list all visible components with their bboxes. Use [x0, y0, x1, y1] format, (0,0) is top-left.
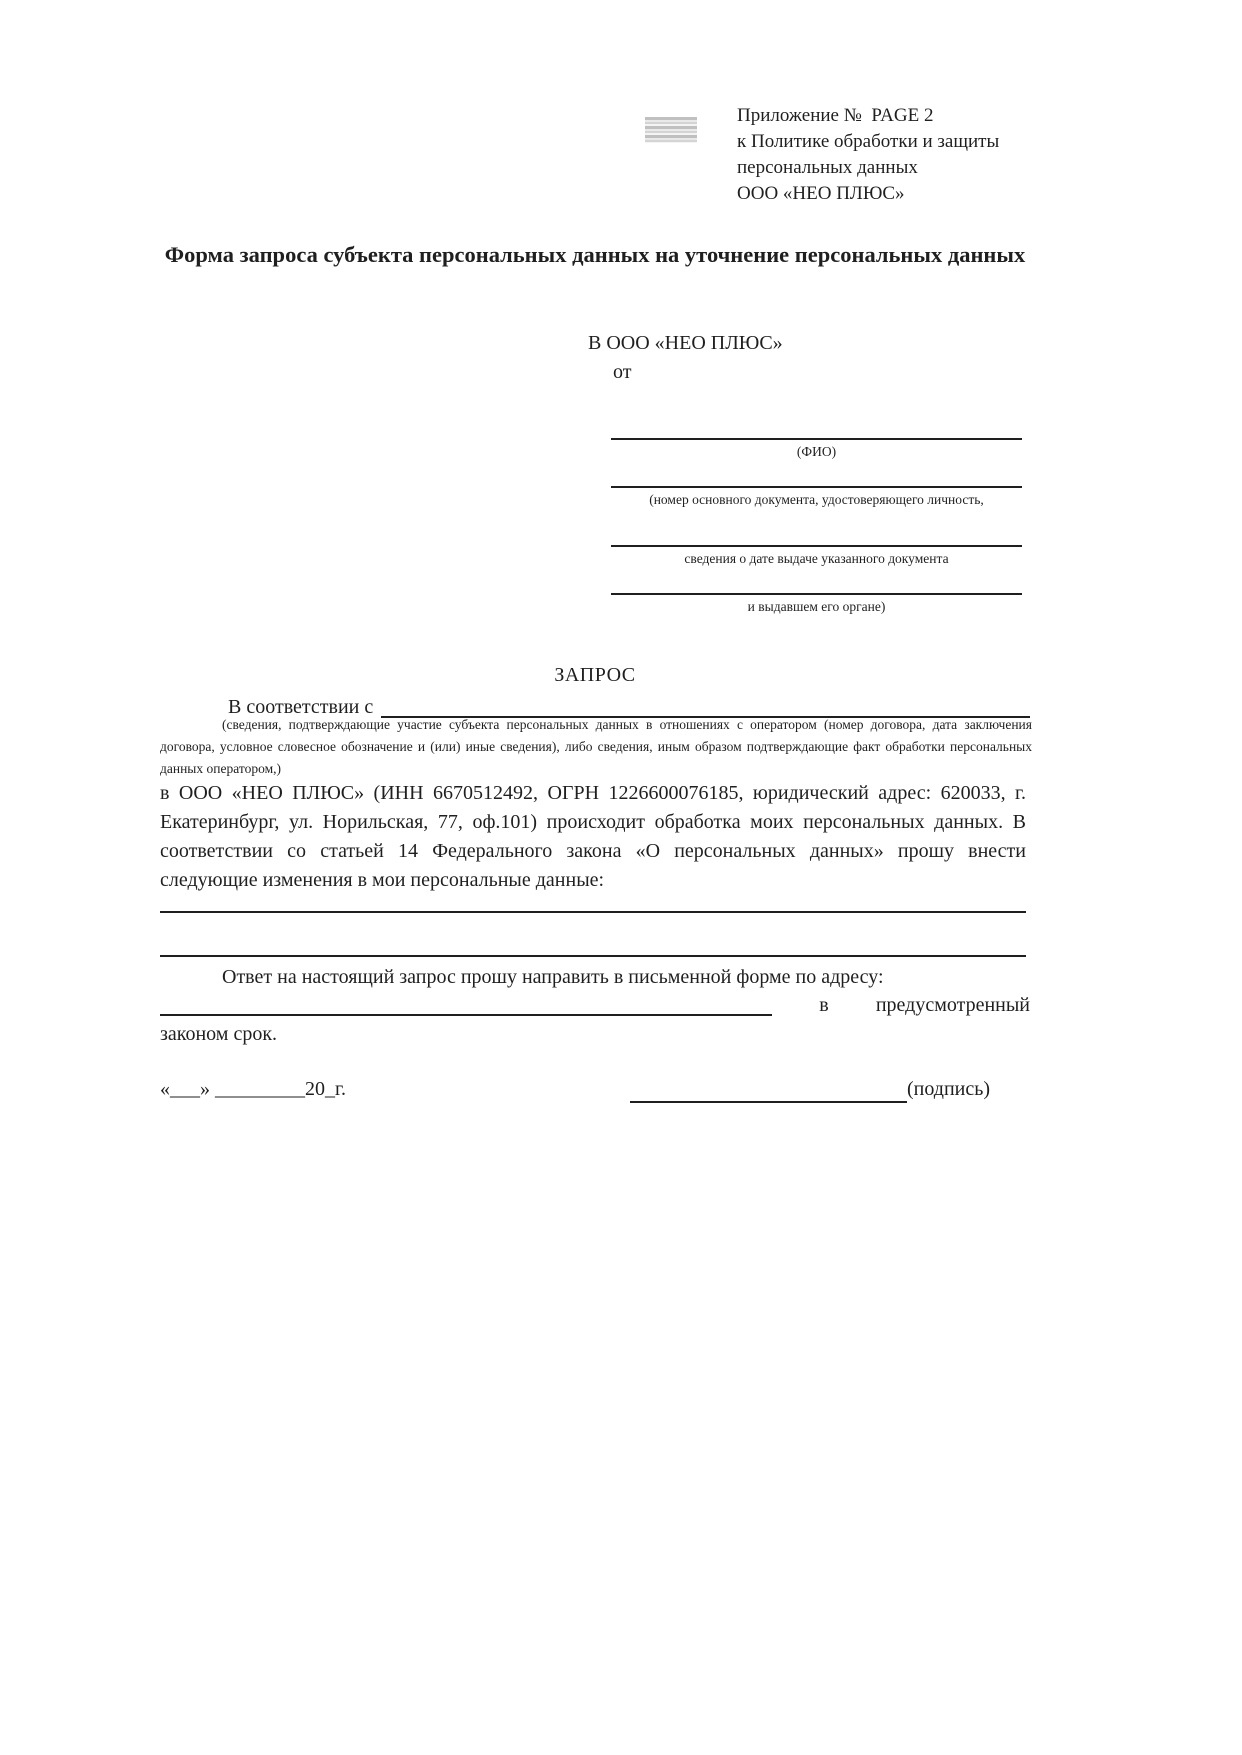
- changes-write-line-1: [160, 911, 1026, 913]
- address-write-line: [160, 992, 772, 1016]
- document-number-write-line: [611, 486, 1022, 488]
- reply-closing: законом срок.: [160, 1023, 278, 1045]
- issuing-authority-write-line: [611, 593, 1022, 595]
- addressee-from-label: от: [613, 361, 632, 383]
- document-header: [737, 103, 999, 207]
- signature-group: [630, 1076, 990, 1103]
- fine-print-note: (сведения, подтверждающие участие субъекта персональных данных в отношениях с оператором (номер договора, дата заключения договора, условное словесное обозначение и (или) иные сведения), либо сведения, иным образом подтверждающие факт обработки персональных данных оператором,): [160, 717, 1032, 776]
- fio-caption: (ФИО): [796, 444, 837, 459]
- document-number-caption: (номер основного документа, удостоверяющего личность,: [649, 492, 984, 507]
- header-line-personal-data: персональных данных: [737, 157, 918, 178]
- request-heading: ЗАПРОС: [554, 664, 636, 686]
- signature-caption: (подпись): [907, 1078, 991, 1100]
- addressee-to: В ООО «НЕО ПЛЮС»: [588, 332, 783, 354]
- reply-sentence: Ответ на настоящий запрос прошу направить в письменной форме по адресу:: [222, 966, 884, 988]
- issue-date-write-line: [611, 545, 1022, 547]
- date-write-line: «___» _________20_г.: [160, 1078, 346, 1100]
- reply-tail-word-2: предусмотренный: [875, 994, 1030, 1016]
- header-line-company: ООО «НЕО ПЛЮС»: [737, 183, 905, 204]
- signature-write-line: [630, 1079, 907, 1103]
- request-body-paragraph: в ООО «НЕО ПЛЮС» (ИНН 6670512492, ОГРН 1226600076185, юридический адрес: 620033, г. Екатеринбург, ул. Норильская, 77, оф.101) происходит обработка моих персональных данных. В соответствии со статьей 14 Федерального закона «О персональных данных» прошу внести следующие изменения в мои персональные данные:: [160, 782, 1026, 891]
- header-line-policy: к Политике обработки и защиты: [737, 131, 1000, 152]
- blurred-field-artifact: [645, 117, 697, 143]
- request-intro-lead: В соответствии с: [228, 696, 374, 718]
- issue-date-caption: сведения о дате выдаче указанного документа: [684, 551, 949, 566]
- page-title: Форма запроса субъекта персональных данных на уточнение персональных данных: [164, 242, 1026, 267]
- header-line-appendix: Приложение № PAGE 2: [737, 105, 934, 126]
- changes-write-line-2: [160, 955, 1026, 957]
- issuing-authority-caption: и выдавшем его органе): [747, 599, 886, 614]
- reply-address-row: [160, 992, 1030, 1019]
- fio-write-line: [611, 438, 1022, 440]
- reply-tail-word-1: в: [819, 994, 829, 1016]
